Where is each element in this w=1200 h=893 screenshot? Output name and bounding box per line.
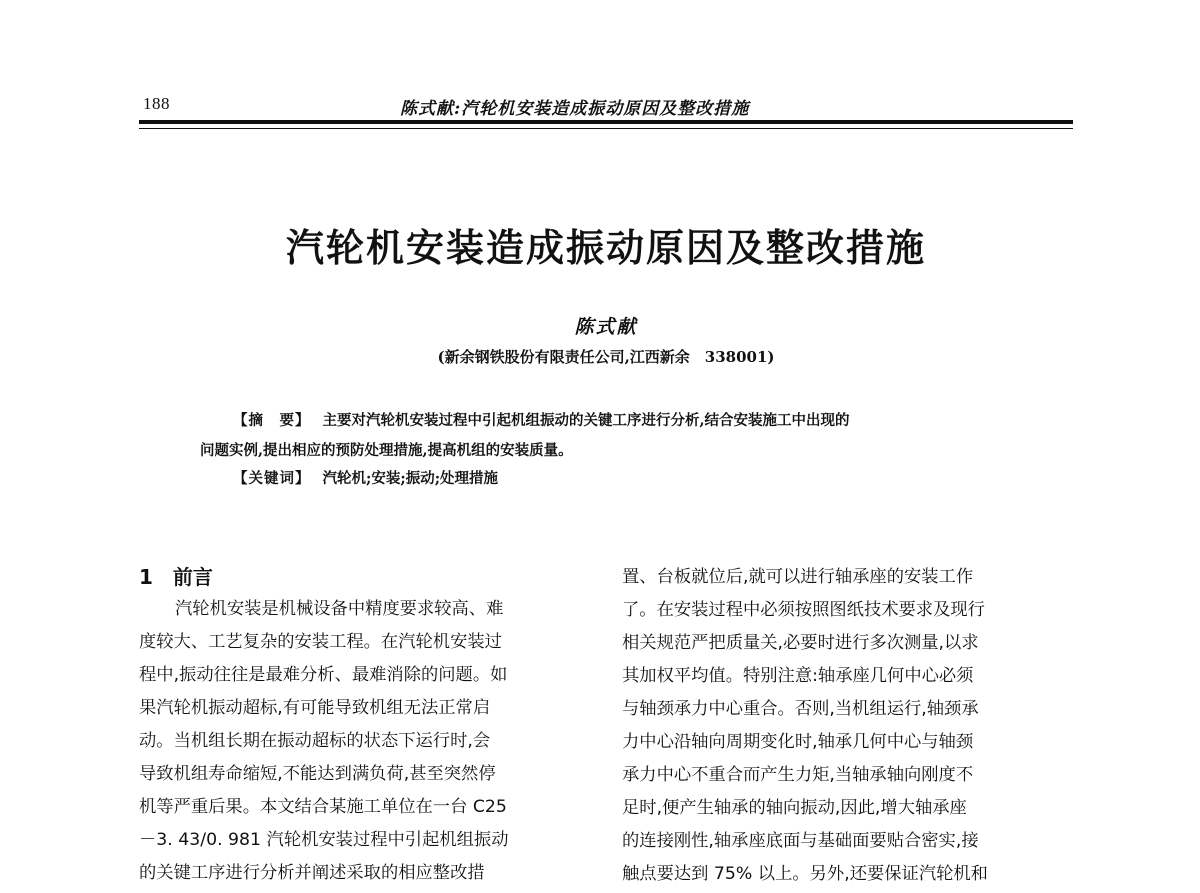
body-line: 度较大、工艺复杂的安装工程。在汽轮机安装过 (139, 632, 502, 652)
body-line: 机等严重后果。本文结合某施工单位在一台 C25 (139, 797, 507, 817)
left-column (139, 561, 589, 890)
body-line: 动。当机组长期在振动超标的状态下运行时,会 (139, 731, 491, 751)
header-rule-thin (139, 128, 1073, 129)
body-line: －3. 43/0. 981 汽轮机安装过程中引起机组振动 (139, 830, 509, 850)
author-affiliation: (新余钢铁股份有限责任公司,江西新余 338001) (437, 348, 775, 366)
section-title: 前言 (172, 565, 213, 589)
section-heading (139, 561, 589, 593)
running-header-title: 陈式献:汽轮机安装造成振动原因及整改措施 (400, 99, 750, 119)
article-title: 汽轮机安装造成振动原因及整改措施 (285, 225, 926, 270)
abstract-line-2: 问题实例,提出相应的预防处理措施,提高机组的安装质量。 (200, 442, 573, 459)
section-number: 1 (139, 565, 153, 589)
body-line: 的连接刚性,轴承座底面与基础面要贴合密实,接 (622, 831, 979, 851)
author-name: 陈式献 (574, 316, 638, 338)
body-line: 果汽轮机振动超标,有可能导致机组无法正常启 (139, 698, 491, 718)
right-column (622, 561, 1080, 891)
page-number: 188 (143, 94, 170, 113)
body-line: 其加权平均值。特别注意:轴承座几何中心必须 (622, 666, 974, 686)
abstract-line-1 (233, 409, 850, 430)
body-line: 力中心沿轴向周期变化时,轴承几何中心与轴颈 (622, 732, 974, 752)
keywords-line (233, 467, 498, 488)
body-line: 触点要达到 75% 以上。另外,还要保证汽轮机和 (622, 864, 988, 884)
body-line: 足时,便产生轴承的轴向振动,因此,增大轴承座 (622, 798, 967, 818)
body-line: 置、台板就位后,就可以进行轴承座的安装工作 (622, 567, 974, 587)
body-line: 导致机组寿命缩短,不能达到满负荷,甚至突然停 (139, 764, 496, 784)
abstract-label: 【摘 要】 (233, 412, 311, 429)
body-line: 与轴颈承力中心重合。否则,当机组运行,轴颈承 (622, 699, 979, 719)
body-line: 了。在安装过程中必须按照图纸技术要求及现行 (622, 600, 985, 620)
keywords-text: 汽轮机;安装;振动;处理措施 (322, 470, 499, 487)
body-line: 相关规范严把质量关,必要时进行多次测量,以求 (622, 633, 979, 653)
body-line: 程中,振动往往是最难分析、最难消除的问题。如 (139, 665, 508, 685)
body-line: 的关键工序进行分析并阐述采取的相应整改措 (139, 863, 485, 883)
header-rule-thick (139, 120, 1073, 124)
body-line: 承力中心不重合而产生力矩,当轴承轴向刚度不 (622, 765, 974, 785)
keywords-label: 【关键词】 (233, 470, 311, 487)
body-line: 汽轮机安装是机械设备中精度要求较高、难 (175, 599, 504, 619)
abstract-text-1: 主要对汽轮机安装过程中引起机组振动的关键工序进行分析,结合安装施工中出现的 (322, 412, 850, 429)
